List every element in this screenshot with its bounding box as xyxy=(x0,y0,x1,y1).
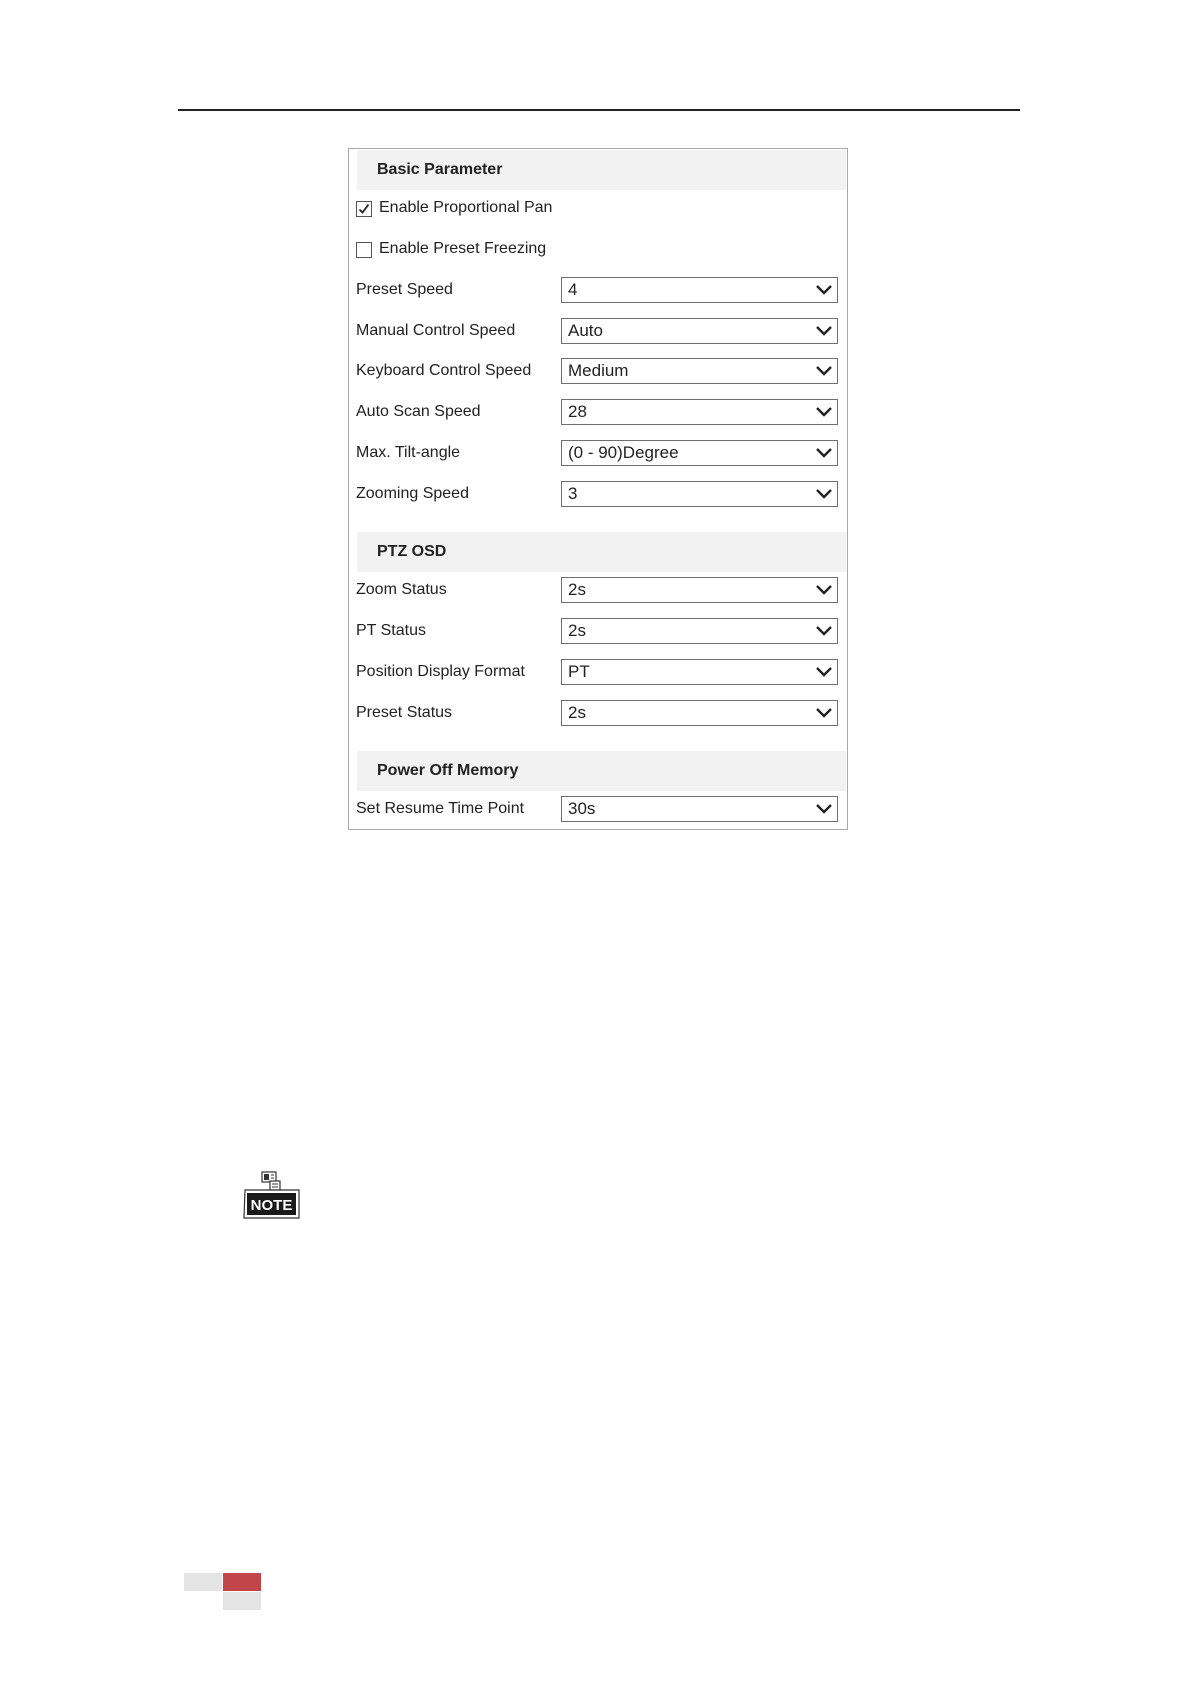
chevron-down-icon xyxy=(815,324,833,338)
position-display-format-label: Position Display Format xyxy=(356,663,525,680)
preset-speed-select[interactable] xyxy=(561,277,838,303)
section-basic-parameter: Basic Parameter xyxy=(357,150,846,190)
position-display-format-value: PT xyxy=(568,662,590,681)
keyboard-control-speed-row xyxy=(356,357,837,385)
auto-scan-speed-select[interactable] xyxy=(561,399,838,425)
chevron-down-icon xyxy=(815,405,833,419)
auto-scan-speed-value: 28 xyxy=(568,402,587,421)
max-tilt-angle-select[interactable] xyxy=(561,440,838,466)
proportional-pan-label: Enable Proportional Pan xyxy=(379,199,553,216)
checkmark-icon xyxy=(358,203,370,215)
ptz-settings-panel xyxy=(348,148,848,830)
footer-red-block xyxy=(223,1573,261,1591)
footer-gray-block xyxy=(184,1573,222,1591)
chevron-down-icon xyxy=(815,624,833,638)
zooming-speed-row xyxy=(356,480,837,508)
max-tilt-angle-row xyxy=(356,439,837,467)
proportional-pan-checkbox[interactable] xyxy=(356,201,372,217)
zoom-status-select[interactable] xyxy=(561,577,838,603)
zooming-speed-select[interactable] xyxy=(561,481,838,507)
section-ptz-osd: PTZ OSD xyxy=(357,532,846,572)
set-resume-time-point-row xyxy=(356,795,837,823)
chevron-down-icon xyxy=(815,487,833,501)
zooming-speed-value: 3 xyxy=(568,484,578,503)
preset-status-label: Preset Status xyxy=(356,704,453,721)
chevron-down-icon xyxy=(815,583,833,597)
auto-scan-speed-label: Auto Scan Speed xyxy=(356,403,481,420)
chevron-down-icon xyxy=(815,364,833,378)
chevron-down-icon xyxy=(815,283,833,297)
chevron-down-icon xyxy=(815,446,833,460)
zooming-speed-label: Zooming Speed xyxy=(356,485,469,502)
preset-freezing-checkbox[interactable] xyxy=(356,242,372,258)
chevron-down-icon xyxy=(815,665,833,679)
position-display-format-select[interactable] xyxy=(561,659,838,685)
zoom-status-value: 2s xyxy=(568,580,586,599)
preset-status-select[interactable] xyxy=(561,700,838,726)
chevron-down-icon xyxy=(815,706,833,720)
page-header-rule xyxy=(178,109,1020,111)
pt-status-label: PT Status xyxy=(356,622,426,639)
auto-scan-speed-row xyxy=(356,398,837,426)
position-display-format-row xyxy=(356,658,837,686)
set-resume-time-point-value: 30s xyxy=(568,799,596,818)
manual-control-speed-row xyxy=(356,317,837,345)
keyboard-control-speed-value: Medium xyxy=(568,361,629,380)
pt-status-row xyxy=(356,617,837,645)
keyboard-control-speed-label: Keyboard Control Speed xyxy=(356,362,532,379)
manual-control-speed-select[interactable] xyxy=(561,318,838,344)
set-resume-time-point-label: Set Resume Time Point xyxy=(356,800,525,817)
preset-status-row xyxy=(356,699,837,727)
section-power-off-memory: Power Off Memory xyxy=(357,751,846,791)
preset-freezing-label: Enable Preset Freezing xyxy=(379,240,547,257)
manual-control-speed-label: Manual Control Speed xyxy=(356,322,516,339)
max-tilt-angle-label: Max. Tilt-angle xyxy=(356,444,461,461)
footer-gray-block-lower xyxy=(223,1592,261,1610)
note-icon xyxy=(242,1170,302,1220)
zoom-status-label: Zoom Status xyxy=(356,581,447,598)
manual-control-speed-value: Auto xyxy=(568,321,603,340)
preset-status-value: 2s xyxy=(568,703,586,722)
preset-speed-label: Preset Speed xyxy=(356,281,453,298)
pt-status-select[interactable] xyxy=(561,618,838,644)
set-resume-time-point-select[interactable] xyxy=(561,796,838,822)
pt-status-value: 2s xyxy=(568,621,586,640)
max-tilt-angle-value: (0 - 90)Degree xyxy=(568,443,679,462)
zoom-status-row xyxy=(356,576,837,604)
preset-speed-value: 4 xyxy=(568,280,578,299)
note-icon-label: NOTE xyxy=(250,1197,293,1214)
preset-speed-row xyxy=(356,276,837,304)
chevron-down-icon xyxy=(815,802,833,816)
keyboard-control-speed-select[interactable] xyxy=(561,358,838,384)
